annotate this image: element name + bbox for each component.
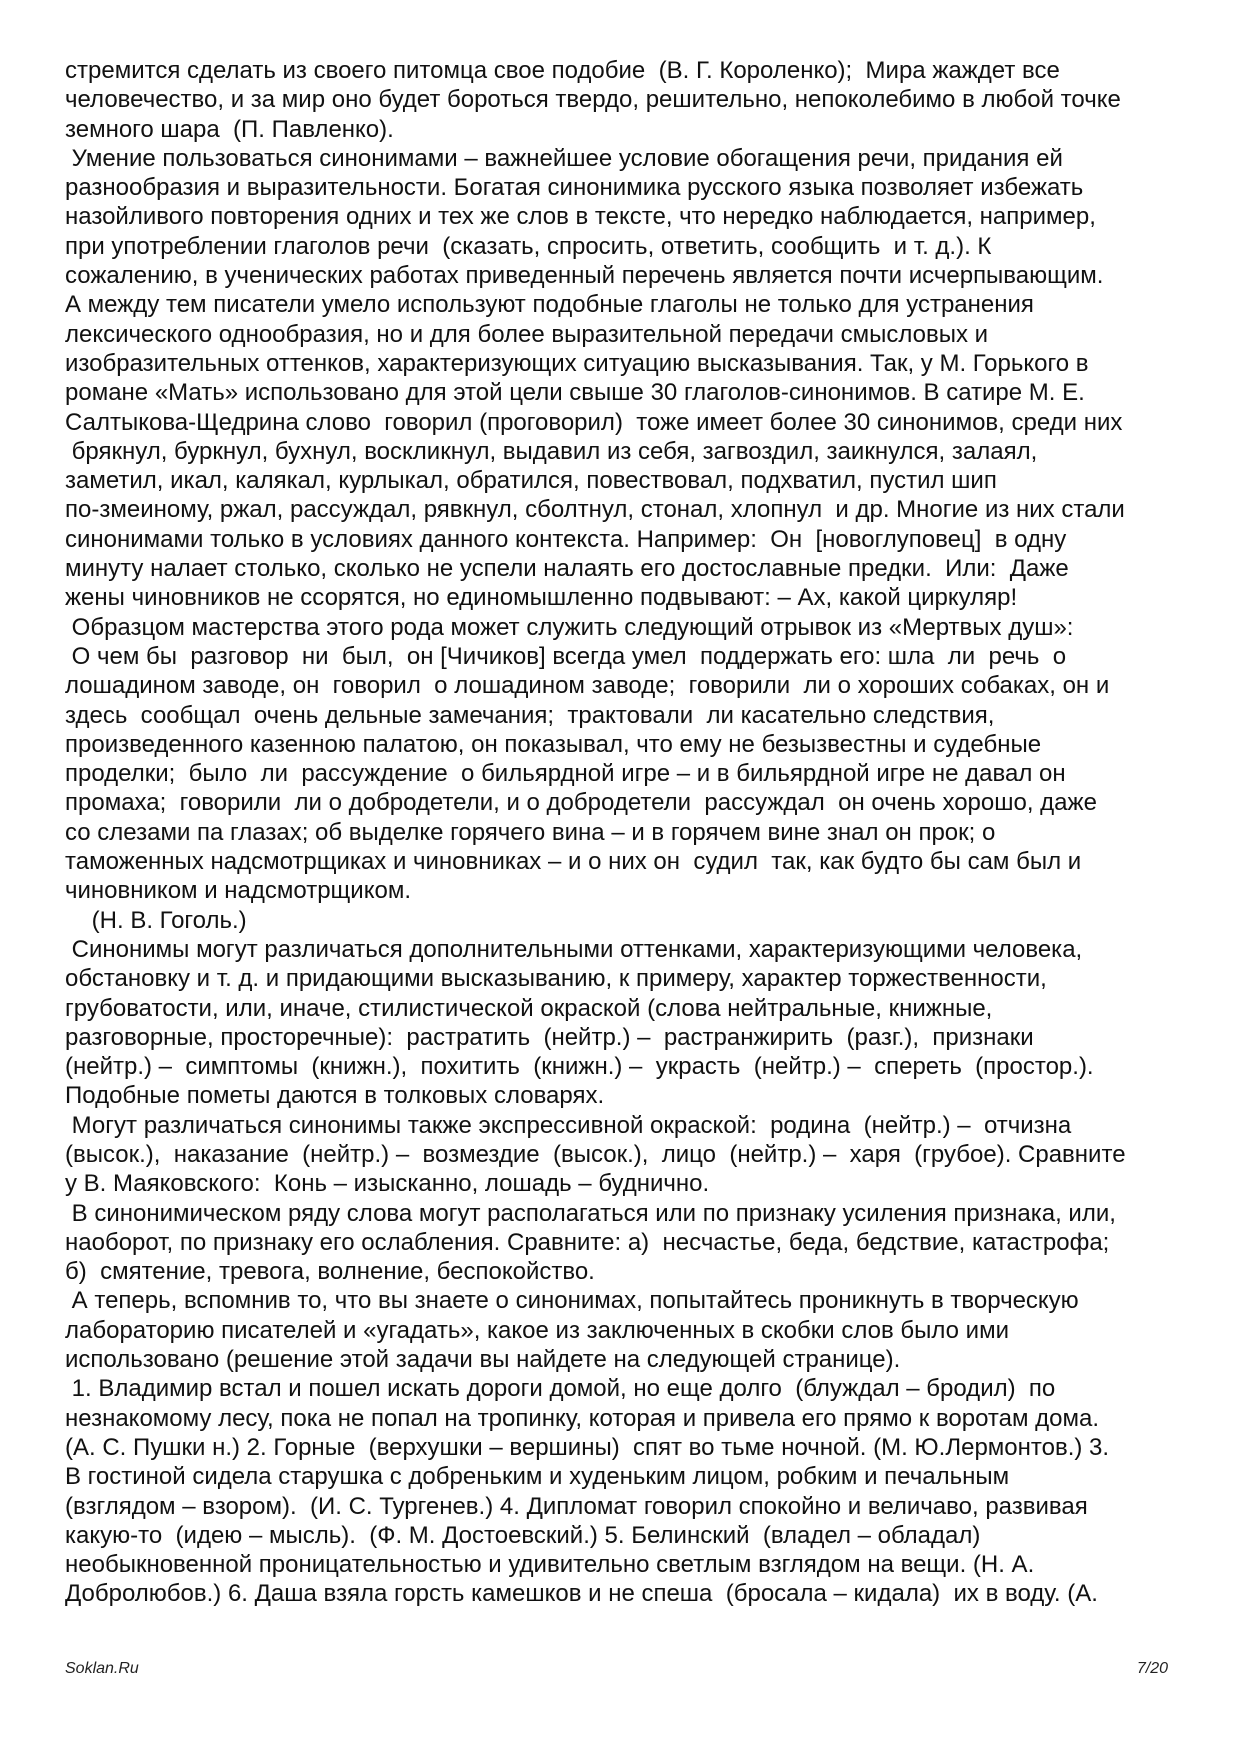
text-line: минуту налает столько, сколько не успели налаять его достославные предки. Или: Даже xyxy=(65,555,1069,583)
text-line: необыкновенной проницательностью и удивительно светлым взглядом на вещи. (Н. А. xyxy=(65,1551,1035,1579)
text-line: обстановку и т. д. и придающими высказыванию, к примеру, характер торжественности, xyxy=(65,965,1047,993)
text-line: разговорные, просторечные): растратить (нейтр.) – растранжирить (разг.), признаки xyxy=(65,1023,1034,1051)
text-line: брякнул, буркнул, бухнул, воскликнул, выдавил из себя, загвоздил, заикнулся, залаял, xyxy=(65,437,1038,465)
text-line: А теперь, вспомнив то, что вы знаете о синонимах, попытайтесь проникнуть в творческую xyxy=(65,1287,1079,1315)
footer-page-number: 7/20 xyxy=(1136,1660,1168,1677)
text-line: А между тем писатели умело используют подобные глаголы не только для устранения xyxy=(65,291,1034,319)
text-line: 1. Владимир встал и пошел искать дороги домой, но еще долго (блуждал – бродил) по xyxy=(65,1375,1056,1403)
text-line: (нейтр.) – симптомы (книжн.), похитить (книжн.) – украсть (нейтр.) – спереть (простор.). xyxy=(65,1053,1094,1081)
text-line: Синонимы могут различаться дополнительными оттенками, характеризующими человека, xyxy=(65,935,1083,963)
text-line: жены чиновников не ссорятся, но единомышленно подвывают: – Ах, какой циркуляр! xyxy=(65,584,1018,612)
text-line: произведенного казенною палатою, он показывал, что ему не безызвестны и судебные xyxy=(65,730,1042,758)
text-line: чиновником и надсмотрщиком. xyxy=(65,877,411,905)
text-line: лабораторию писателей и «угадать», какое из заключенных в скобки слов было ими xyxy=(65,1316,1009,1344)
text-line: грубоватости, или, иначе, стилистической окраской (слова нейтральные, книжные, xyxy=(65,994,993,1022)
text-line: заметил, икал, калякал, курлыкал, обратился, повествовал, подхватил, пустил шип xyxy=(65,467,997,495)
text-line: у В. Маяковского: Конь – изысканно, лошадь – буднично. xyxy=(65,1170,710,1198)
text-line: лексического однообразия, но и для более выразительной передачи смысловых и xyxy=(65,320,989,348)
text-line: Подобные пометы даются в толковых словарях. xyxy=(65,1082,605,1110)
page-body-text xyxy=(65,56,1185,1609)
text-line: использовано (решение этой задачи вы найдете на следующей странице). xyxy=(65,1346,901,1374)
text-line: какую-то (идею – мысль). (Ф. М. Достоевский.) 5. Белинский (владел – обладал) xyxy=(65,1521,981,1549)
text-line: В гостиной сидела старушка с добреньким и худеньким лицом, робким и печальным xyxy=(65,1463,1010,1491)
text-line: при употреблении глаголов речи (сказать, спросить, ответить, сообщить и т. д.). К xyxy=(65,232,992,260)
text-line: незнакомому лесу, пока не попал на тропинку, которая и привела его прямо к воротам дома. xyxy=(65,1404,1100,1432)
text-line: по-змеиному, ржал, рассуждал, рявкнул, сболтнул, стонал, хлопнул и др. Многие из них стали xyxy=(65,496,1125,524)
text-line: В синонимическом ряду слова могут располагаться или по признаку усиления признака, или, xyxy=(65,1199,1116,1227)
text-line: разнообразия и выразительности. Богатая синонимика русского языка позволяет избежать xyxy=(65,174,1084,202)
text-line: сожалению, в ученических работах приведенный перечень является почти исчерпывающим. xyxy=(65,262,1104,290)
text-line: (взглядом – взором). (И. С. Тургенев.) 4. Дипломат говорил спокойно и величаво, развивая xyxy=(65,1492,1088,1520)
text-line: таможенных надсмотрщиках и чиновниках – и о них он судил так, как будто бы сам был и xyxy=(65,848,1082,876)
text-line: земного шара (П. Павленко). xyxy=(65,115,394,143)
text-line: (А. С. Пушки н.) 2. Горные (верхушки – вершины) спят во тьме ночной. (М. Ю.Лермонтов.) 3. xyxy=(65,1433,1110,1461)
text-line: Салтыкова-Щедрина слово говорил (проговорил) тоже имеет более 30 синонимов, среди них xyxy=(65,408,1123,436)
text-line: со слезами па глазах; об выделке горячего вина – и в горячем вине знал он прок; о xyxy=(65,818,996,846)
text-line: б) смятение, тревога, волнение, беспокойство. xyxy=(65,1258,595,1286)
text-line: изобразительных оттенков, характеризующих ситуацию высказывания. Так, у М. Горького в xyxy=(65,349,1089,377)
text-line: проделки; было ли рассуждение о бильярдной игре – и в бильярдной игре не давал он xyxy=(65,760,1066,788)
text-line: здесь сообщал очень дельные замечания; трактовали ли касательно следствия, xyxy=(65,701,995,729)
footer-site-name: Soklan.Ru xyxy=(65,1660,139,1677)
text-line: Добролюбов.) 6. Даша взяла горсть камешков и не спеша (бросала – кидала) их в воду. (А. xyxy=(65,1580,1098,1608)
text-line: Могут различаться синонимы также экспрессивной окраской: родина (нейтр.) – отчизна xyxy=(65,1111,1072,1139)
text-line: Умение пользоваться синонимами – важнейшее условие обогащения речи, придания ей xyxy=(65,144,1063,172)
text-line: стремится сделать из своего питомца свое подобие (В. Г. Короленко); Мира жаждет все xyxy=(65,57,1060,84)
text-line: лошадином заводе, он говорил о лошадином заводе; говорили ли о хороших собаках, он и xyxy=(65,672,1110,700)
text-line: (Н. В. Гоголь.) xyxy=(65,906,247,934)
text-line: назойливого повторения одних и тех же слов в тексте, что нередко наблюдается, например, xyxy=(65,203,1096,231)
text-line: романе «Мать» использовано для этой цели свыше 30 глаголов-синонимов. В сатире М. Е. xyxy=(65,379,1085,407)
text-line: Образцом мастерства этого рода может служить следующий отрывок из «Мертвых душ»: xyxy=(65,613,1074,641)
text-line: синонимами только в условиях данного контекста. Например: Он [новоглуповец] в одну xyxy=(65,525,1067,553)
text-line: промаха; говорили ли о добродетели, и о добродетели рассуждал он очень хорошо, даже xyxy=(65,789,1097,817)
text-line: (высок.), наказание (нейтр.) – возмездие (высок.), лицо (нейтр.) – харя (грубое). Сравните xyxy=(65,1140,1126,1168)
text-line: наоборот, по признаку его ослабления. Сравните: а) несчастье, беда, бедствие, катастрофа; xyxy=(65,1228,1110,1256)
text-line: человечество, и за мир оно будет бороться твердо, решительно, непоколебимо в любой точке xyxy=(65,86,1121,114)
text-line: О чем бы разговор ни был, он [Чичиков] всегда умел поддержать его: шла ли речь о xyxy=(65,642,1067,670)
